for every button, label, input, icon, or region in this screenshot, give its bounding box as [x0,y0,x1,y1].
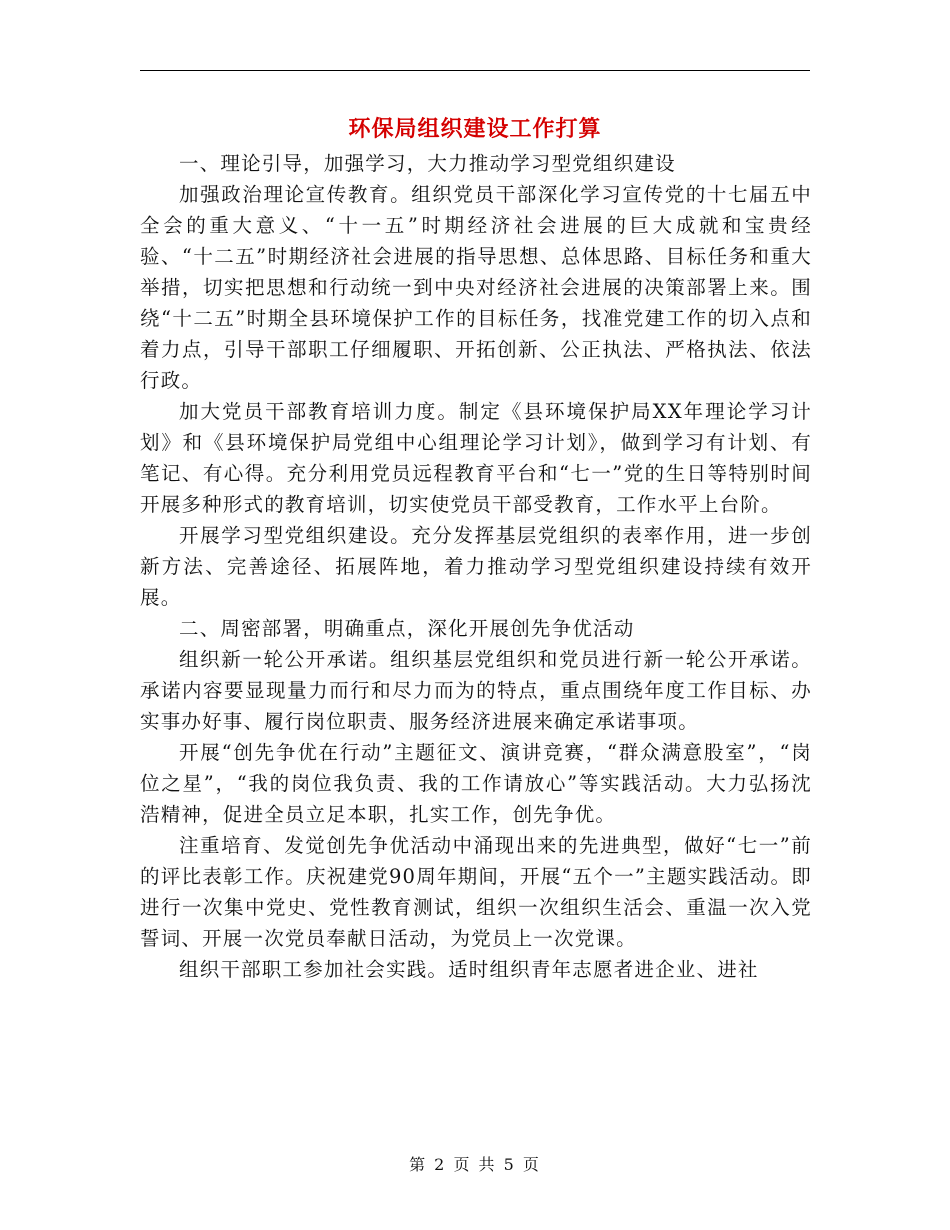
section-heading-2: 二、周密部署，明确重点，深化开展创先争优活动 [179,617,635,640]
paragraph: 开展“创先争优在行动”主题征文、演讲竞赛，“群众满意股室”，“岗位之星”，“我的岗位我负责、我的工作请放心”等实践活动。大力弘扬沈浩精神，促进全员立足本职，扎实工作，创先争优。 [140,741,812,826]
paragraph: 组织干部职工参加社会实践。适时组织青年志愿者进企业、进社 [179,958,759,981]
document-title: 环保局组织建设工作打算 [348,116,602,142]
paragraph: 组织新一轮公开承诺。组织基层党组织和党员进行新一轮公开承诺。承诺内容要显现量力而行和尽力而为的特点，重点围绕年度工作目标、办实事办好事、履行岗位职责、服务经济进展来确定承诺事项。 [140,648,812,733]
paragraph: 开展学习型党组织建设。充分发挥基层党组织的表率作用，进一步创新方法、完善途径、拓展阵地，着力推动学习型党组织建设持续有效开展。 [140,524,812,609]
page-number-footer: 第 2 页 共 5 页 [409,1155,541,1174]
header-rule [140,70,810,71]
paragraph: 加强政治理论宣传教育。组织党员干部深化学习宣传党的十七届五中全会的重大意义、“十一五”时期经济社会进展的巨大成就和宝贵经验、“十二五”时期经济社会进展的指导思想、总体思路、目标任务和重大举措，切实把思想和行动统一到中央对经济社会进展的决策部署上来。围绕“十二五”时期全县环境保护工作的目标任务，找准党建工作的切入点和着力点，引导干部职工仔细履职、开拓创新、公正执法、严格执法、依法行政。 [140,183,812,392]
document-body [140,148,812,985]
section-heading-1: 一、理论引导，加强学习，大力推动学习型党组织建设 [179,152,676,175]
paragraph: 加大党员干部教育培训力度。制定《县环境保护局XX年理论学习计划》和《县环境保护局党组中心组理论学习计划》，做到学习有计划、有笔记、有心得。充分利用党员远程教育平台和“七一”党的生日等特别时间开展多种形式的教育培训，切实使党员干部受教育，工作水平上台阶。 [140,400,812,516]
paragraph: 注重培育、发觉创先争优活动中涌现出来的先进典型，做好“七一”前的评比表彰工作。庆祝建党90周年期间，开展“五个一”主题实践活动。即进行一次集中党史、党性教育测试，组织一次组织生活会、重温一次入党誓词、开展一次党员奉献日活动，为党员上一次党课。 [140,834,812,950]
